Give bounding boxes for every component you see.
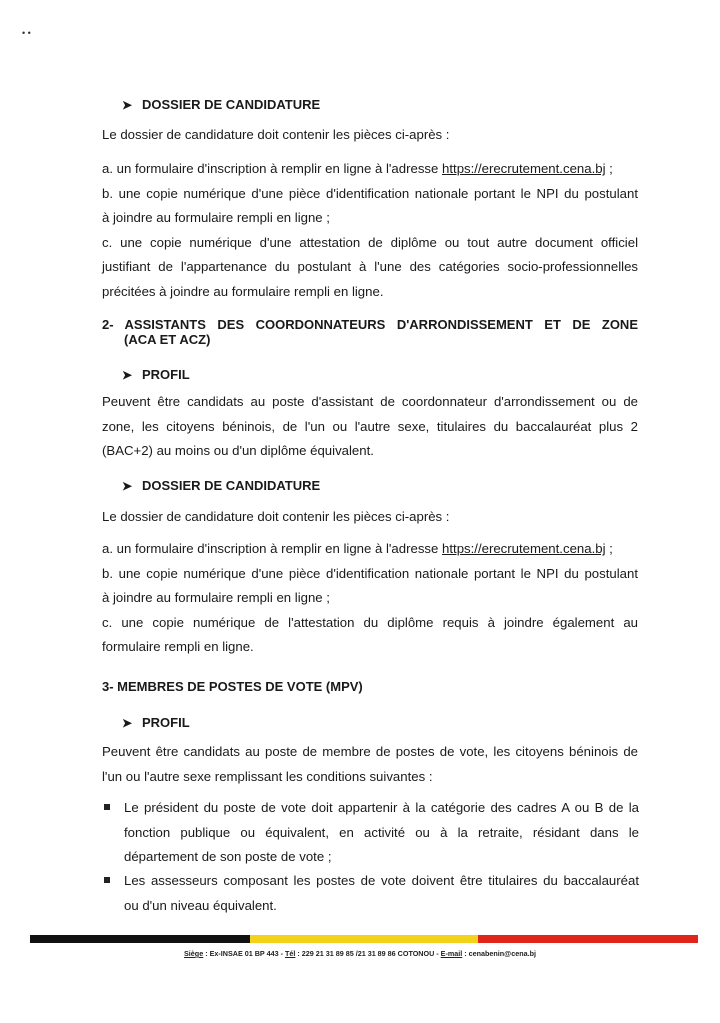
section1-heading xyxy=(122,97,320,112)
section3-title: 3- MEMBRES DE POSTES DE VOTE (MPV) xyxy=(102,679,363,694)
section2-items xyxy=(102,537,638,660)
section2-item-c-line2: formulaire rempli en ligne. xyxy=(102,639,254,654)
section2-title-line2: (ACA ET ACZ) xyxy=(124,332,211,347)
scan-speck: • • xyxy=(22,28,31,38)
item-a-text: a. un formulaire d'inscription à remplir en ligne à l'adresse xyxy=(102,161,443,176)
section1-item-b-line1: b. une copie numérique d'une pièce d'identification nationale portant le NPI du postulant xyxy=(102,185,638,201)
section2-item-c-line1: c. une copie numérique de l'attestation du diplôme requis à joindre également au xyxy=(102,614,638,630)
square-bullet-icon xyxy=(104,877,110,883)
heading-text: DOSSIER DE CANDIDATURE xyxy=(142,97,321,112)
arrow-bullet-icon: ➤ xyxy=(122,368,133,382)
heading-text: PROFIL xyxy=(142,367,190,382)
email-link[interactable]: : cenabenin@cena.bj xyxy=(462,949,536,958)
bullet-line: ou d'un niveau équivalent. xyxy=(124,897,277,913)
flag-band-red xyxy=(478,935,698,943)
tel-label: Tél xyxy=(284,949,296,958)
arrow-bullet-icon: ➤ xyxy=(122,98,133,112)
item-a-suffix: ; xyxy=(605,161,613,176)
section1-item-c-line1: c. une copie numérique d'une attestation de diplôme ou tout autre document officiel xyxy=(102,234,638,250)
profil-line: zone, les citoyens béninois, de l'un ou l'autre sexe, titulaires du baccalauréat plus 2 xyxy=(102,418,638,434)
arrow-bullet-icon: ➤ xyxy=(122,479,133,493)
section2-item-b-line1: b. une copie numérique d'une pièce d'identification nationale portant le NPI du postulant xyxy=(102,565,638,581)
section2-dossier-heading xyxy=(122,478,320,493)
section2-title xyxy=(102,317,638,347)
section1-intro: Le dossier de candidature doit contenir les pièces ci-après : xyxy=(102,127,450,142)
section2-item-a xyxy=(102,537,638,562)
address-text: : Ex-INSAE 01 BP 443 - xyxy=(203,949,285,958)
section2-profil-text xyxy=(102,390,638,464)
recruitment-link[interactable]: https://erecrutement.cena.bj xyxy=(442,161,606,176)
section1-item-c-line3: précitées à joindre au formulaire rempli en ligne. xyxy=(102,283,384,299)
heading-text: PROFIL xyxy=(142,715,190,730)
square-bullet-icon xyxy=(104,804,110,810)
section2-intro: Le dossier de candidature doit contenir les pièces ci-après : xyxy=(102,509,450,524)
section3-profil-text xyxy=(102,740,638,789)
bullet-line: département de son poste de vote ; xyxy=(124,849,332,864)
item-a-text: a. un formulaire d'inscription à remplir en ligne à l'adresse xyxy=(102,541,443,556)
arrow-bullet-icon: ➤ xyxy=(122,716,133,730)
recruitment-link[interactable]: https://erecrutement.cena.bj xyxy=(442,541,606,556)
bullet-line: Le président du poste de vote doit appartenir à la catégorie des cadres A ou B de la xyxy=(124,800,639,815)
section1-item-a xyxy=(102,157,638,182)
profil-line: (BAC+2) au moins ou d'un diplôme équivalent. xyxy=(102,443,374,458)
section1-items xyxy=(102,157,638,304)
bullet-line: fonction publique ou équivalent, en activité ou à la retraite, résidant dans le xyxy=(124,824,639,840)
profil-line: Peuvent être candidats au poste de membre de postes de vote, les citoyens béninois de xyxy=(102,744,638,759)
email-label: E-mail xyxy=(440,949,463,958)
profil-line: Peuvent être candidats au poste d'assistant de coordonnateur d'arrondissement ou de xyxy=(102,394,638,409)
section1-item-c-line2: justifiant de l'appartenance du postulant à l'une des catégories socio-professionnelles xyxy=(102,259,638,274)
section2-item-b-line2: à joindre au formulaire rempli en ligne ; xyxy=(102,590,330,605)
bullet-line: Les assesseurs composant les postes de vote doivent être titulaires du baccalauréat xyxy=(124,873,639,888)
section1-item-b-line2: à joindre au formulaire rempli en ligne ; xyxy=(102,210,330,225)
siege-label: Siège xyxy=(184,949,204,958)
flag-band-yellow xyxy=(250,935,478,943)
heading-text: DOSSIER DE CANDIDATURE xyxy=(142,478,321,493)
tel-text: : 229 21 31 89 85 /21 31 89 86 COTONOU - xyxy=(295,949,441,958)
section2-title-line1: 2- ASSISTANTS DES COORDONNATEURS D'ARRONDISSEMENT ET DE ZONE xyxy=(102,317,638,332)
flag-band-black xyxy=(30,935,250,943)
profil-line: l'un ou l'autre sexe remplissant les conditions suivantes : xyxy=(102,768,433,784)
footer-address xyxy=(0,949,720,958)
section2-profil-heading xyxy=(122,367,190,382)
item-a-suffix: ; xyxy=(605,541,613,556)
section3-profil-heading xyxy=(122,715,190,730)
section3-bullet2 xyxy=(124,869,639,918)
section3-bullet1 xyxy=(124,796,639,870)
